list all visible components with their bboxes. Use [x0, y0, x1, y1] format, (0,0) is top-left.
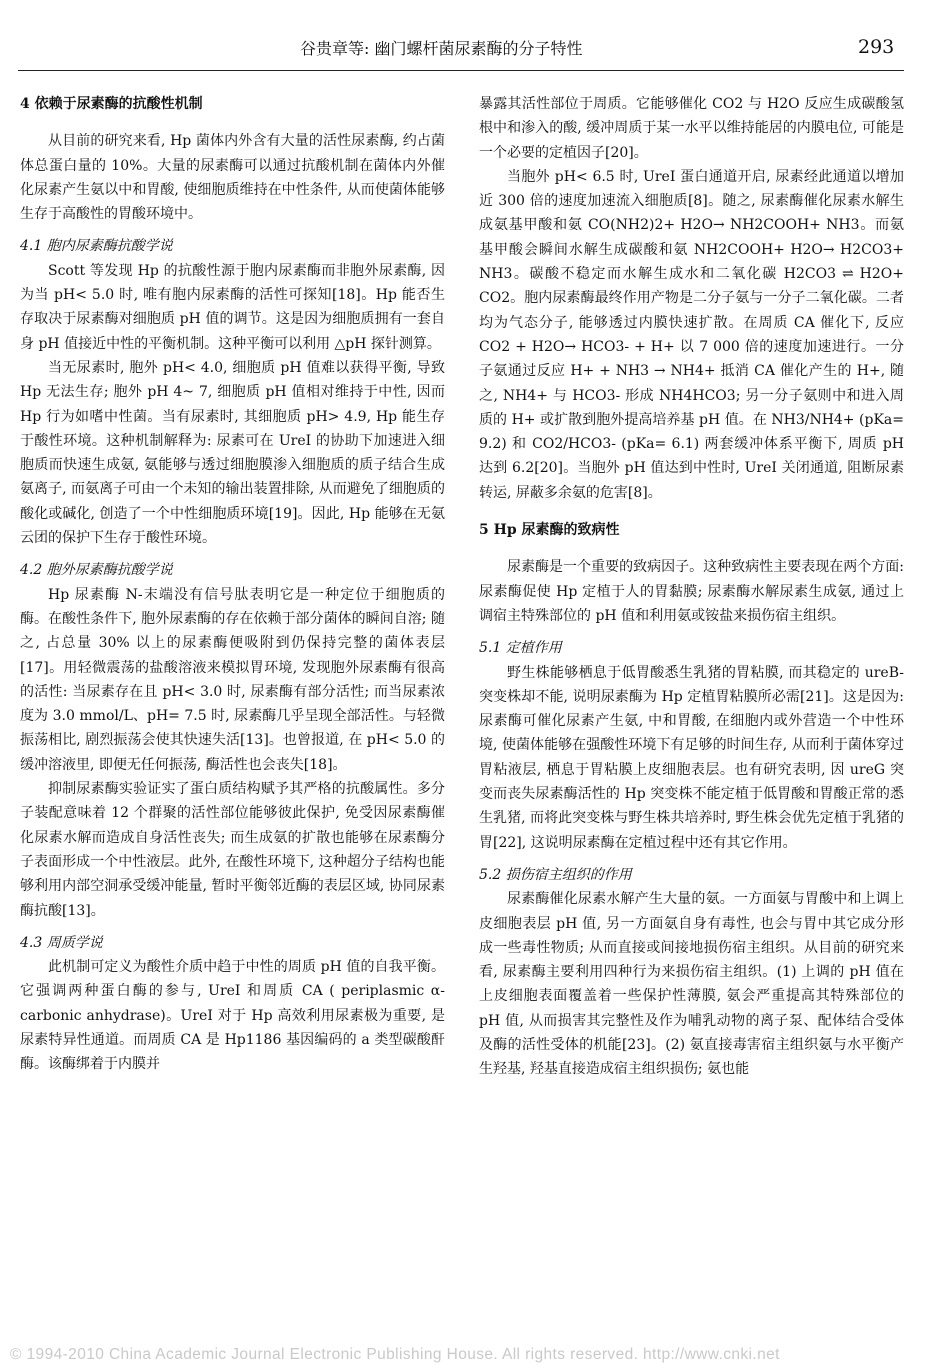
page-number: 293	[858, 36, 895, 58]
left-column	[20, 92, 445, 1077]
section-4-3-heading: 4.3 周质学说	[20, 934, 103, 951]
section-5-2-paragraph: 尿素酶催化尿素水解产生大量的氨。一方面氨与胃酸中和上调上皮细胞表层 pH 值, 另一方面氨自身有毒性, 也会与胃中其它成分形成一些毒性物质; 从而直接或间接地损伤宿主组织。从目前的研究来看, 尿素酶主要利用四种行为来损伤宿主组织。(1) 上调的 pH 值在上皮细胞表面覆盖着一些保护性薄膜, 氨会严重提高其特殊部位的 pH 值, 从而损害其完整性及作为哺乳动物的离子泵、配体结合受体及酶的活性受体的机能[23]。(2) 氨直接毒害宿主组织氨与水平衡产生羟基, 羟基直接造成宿主组织损伤; 氨也能	[479, 891, 904, 1078]
section-5-1-paragraph: 野生株能够栖息于低胃酸悉生乳猪的胃粘膜, 而其稳定的 ureB- 突变株却不能, 说明尿素酶为 Hp 定植胃粘膜所必需[21]。这是因为: 尿素酶可催化尿素产生氨, 中和胃酸, 在细胞内或外营造一个中性环境, 使菌体能够在强酸性环境下有足够的时间生存, 从而利于菌体穿过胃粘液层, 栖息于胃粘膜上皮细胞表层。也有研究表明, 因 ureG 突变而丧失尿素酶活性的 Hp 突变株不能定植于低胃酸和胃酸正常的悉生乳猪, 而将此突变株与野生株共培养时, 野生株会优先定植于乳猪的胃[22], 这说明尿素酶在定植过程中还有其它作用。	[479, 664, 904, 851]
section-5-1-heading: 5.1 定植作用	[479, 640, 562, 657]
section-4-heading: 4 依赖于尿素酶的抗酸性机制	[20, 96, 203, 112]
section-4-paragraph: 从目前的研究来看, Hp 菌体内外含有大量的活性尿素酶, 约占菌体总蛋白量的 10%。大量的尿素酶可以通过抗酸机制在菌体内外催化尿素产生氨以中和胃酸, 使细胞质维持在中性条件, 从而使菌体能够生存于高酸性的胃酸环境中。	[20, 133, 445, 223]
section-4-3-paragraph: 此机制可定义为酸性介质中趋于中性的周质 pH 值的自我平衡。它强调两种蛋白酶的参与, UreI 和周质 CA ( periplasmic α-carbonic anhydrase)。UreI 对于 Hp 高效利用尿素极为重要, 是尿素特异性通道。而周质 CA 是 Hp1186 基因编码的 a 类型碳酸酐酶。该酶绑着于内膜并	[20, 959, 445, 1073]
section-5-heading: 5 Hp 尿素酶的致病性	[479, 522, 620, 539]
continued-paragraph: 暴露其活性部位于周质。它能够催化 CO2 与 H2O 反应生成碳酸氢根中和渗入的酸, 缓冲周质于某一水平以维持能居的内膜电位, 可能是一个必要的定植因子[20]。	[479, 96, 904, 161]
section-4-2-paragraph-2: 抑制尿素酶实验证实了蛋白质结构赋予其严格的抗酸属性。多分子装配意味着 12 个群聚的活性部位能够彼此保护, 免受因尿素酶催化尿素水解而造成自身活性丧失; 而生成氨的扩散也能够在尿素酶分子表面形成一个中性液层。此外, 在酸性环境下, 这种超分子结构也能够利用内部空洞承受缓冲能量, 暂时平衡邻近酶的表层区域, 协同尿素酶抗酸[13]。	[20, 781, 445, 919]
section-4-2-heading: 4.2 胞外尿素酶抗酸学说	[20, 562, 173, 579]
section-4-2-paragraph-1: Hp 尿素酶 N-末端没有信号肽表明它是一种定位于细胞质的酶。在酸性条件下, 胞外尿素酶的存在依赖于部分菌体的瞬间自溶; 随之, 占总量 30% 以上的尿素酶便吸附到仍保持完整的菌体表层[17]。用轻微震荡的盐酸溶液来模拟胃环境, 发现胞外尿素酶有很高的活性: 当尿素存在且 pH< 3.0 时, 尿素酶有部分活性; 而当尿素浓度为 3.0 mmol/L、pH= 7.5 时, 尿素酶几乎呈现全部活性。与轻微振荡相比, 剧烈振荡会使其快速失活[13]。也曾报道, 在 pH< 5.0 的缓冲溶液里, 即便无任何振荡, 酶活性也会丧失[18]。	[20, 586, 445, 773]
section-4-1-heading: 4.1 胞内尿素酶抗酸学说	[20, 238, 173, 255]
running-header-title: 谷贵章等: 幽门螺杆菌尿素酶的分子特性	[300, 39, 583, 58]
right-column	[479, 92, 904, 1082]
header-rule	[18, 70, 904, 71]
section-5-2-heading: 5.2 损伤宿主组织的作用	[479, 866, 632, 883]
copyright-footer-watermark: © 1994-2010 China Academic Journal Electronic Publishing House. All rights reserved. http://www.cnki.net	[10, 1346, 780, 1363]
section-4-1-paragraph-2: 当无尿素时, 胞外 pH< 4.0, 细胞质 pH 值难以获得平衡, 导致 Hp 无法生存; 胞外 pH 4~ 7, 细胞质 pH 值相对维持于中性, 因而 Hp 行为如嗜中性菌。当有尿素时, 其细胞质 pH> 4.9, Hp 能生存于酸性环境。这种机制解释为: 尿素可在 UreI 的协助下加速进入细胞质而快速生成氨, 氨能够与透过细胞膜渗入细胞质的质子结合生成氨离子, 而氨离子可由一个未知的输出装置排除, 从而避免了细胞质的酸化或碱化, 创造了一个中性细胞质环境[19]。因此, Hp 能够在无氨云团的保护下生存于酸性环境。	[20, 359, 445, 547]
section-5-paragraph: 尿素酶是一个重要的致病因子。这种致病性主要表现在两个方面: 尿素酶促使 Hp 定植于人的胃黏膜; 尿素酶水解尿素生成氨, 通过上调宿主特殊部位的 pH 值和利用氨或铵盐来损伤宿主组织。	[479, 559, 904, 624]
section-4-1-paragraph-1: Scott 等发现 Hp 的抗酸性源于胞内尿素酶而非胞外尿素酶, 因为当 pH< 5.0 时, 唯有胞内尿素酶的活性可探知[18]。Hp 能否生存取决于尿素酶对细胞质 pH 值的调节。这是因为细胞质拥有一套自身 pH 值接近中性的平衡机制。这种平衡可以利用 △pH 探针测算。	[20, 262, 445, 352]
mechanism-paragraph: 当胞外 pH< 6.5 时, UreI 蛋白通道开启, 尿素经此通道以增加近 300 倍的速度加速流入细胞质[8]。随之, 尿素酶催化尿素水解生成氨基甲酸和氨 CO(NH2)2+ H2O→ NH2COOH+ NH3。而氨基甲酸会瞬间水解生成碳酸和氨 NH2COOH+ H2O→ H2CO3+ NH3。碳酸不稳定而水解生成水和二氧化碳 H2CO3 ⇌ H2O+ CO2。胞内尿素酶最终作用产物是二分子氨与一分子二氧化碳。二者均为气态分子, 能够透过内膜快速扩散。在周质 CA 催化下, 反应 CO2 + H2O→ HCO3- + H+ 以 7 000 倍的速度加速进行。一分子氨通过反应 H+ + NH3 → NH4+ 抵消 CA 催化产生的 H+, 随之, NH4+ 与 HCO3- 形成 NH4HCO3; 另一分子氨则中和进入周质的 H+ 或扩散到胞外提高培养基 pH 值。在 NH3/NH4+ (pKa= 9.2) 和 CO2/HCO3- (pKa= 6.1) 两套缓冲体系平衡下, 周质 pH 达到 6.2[20]。当胞外 pH 值达到中性时, UreI 关闭通道, 阻断尿素转运, 屏蔽多余氨的危害[8]。	[479, 168, 904, 501]
